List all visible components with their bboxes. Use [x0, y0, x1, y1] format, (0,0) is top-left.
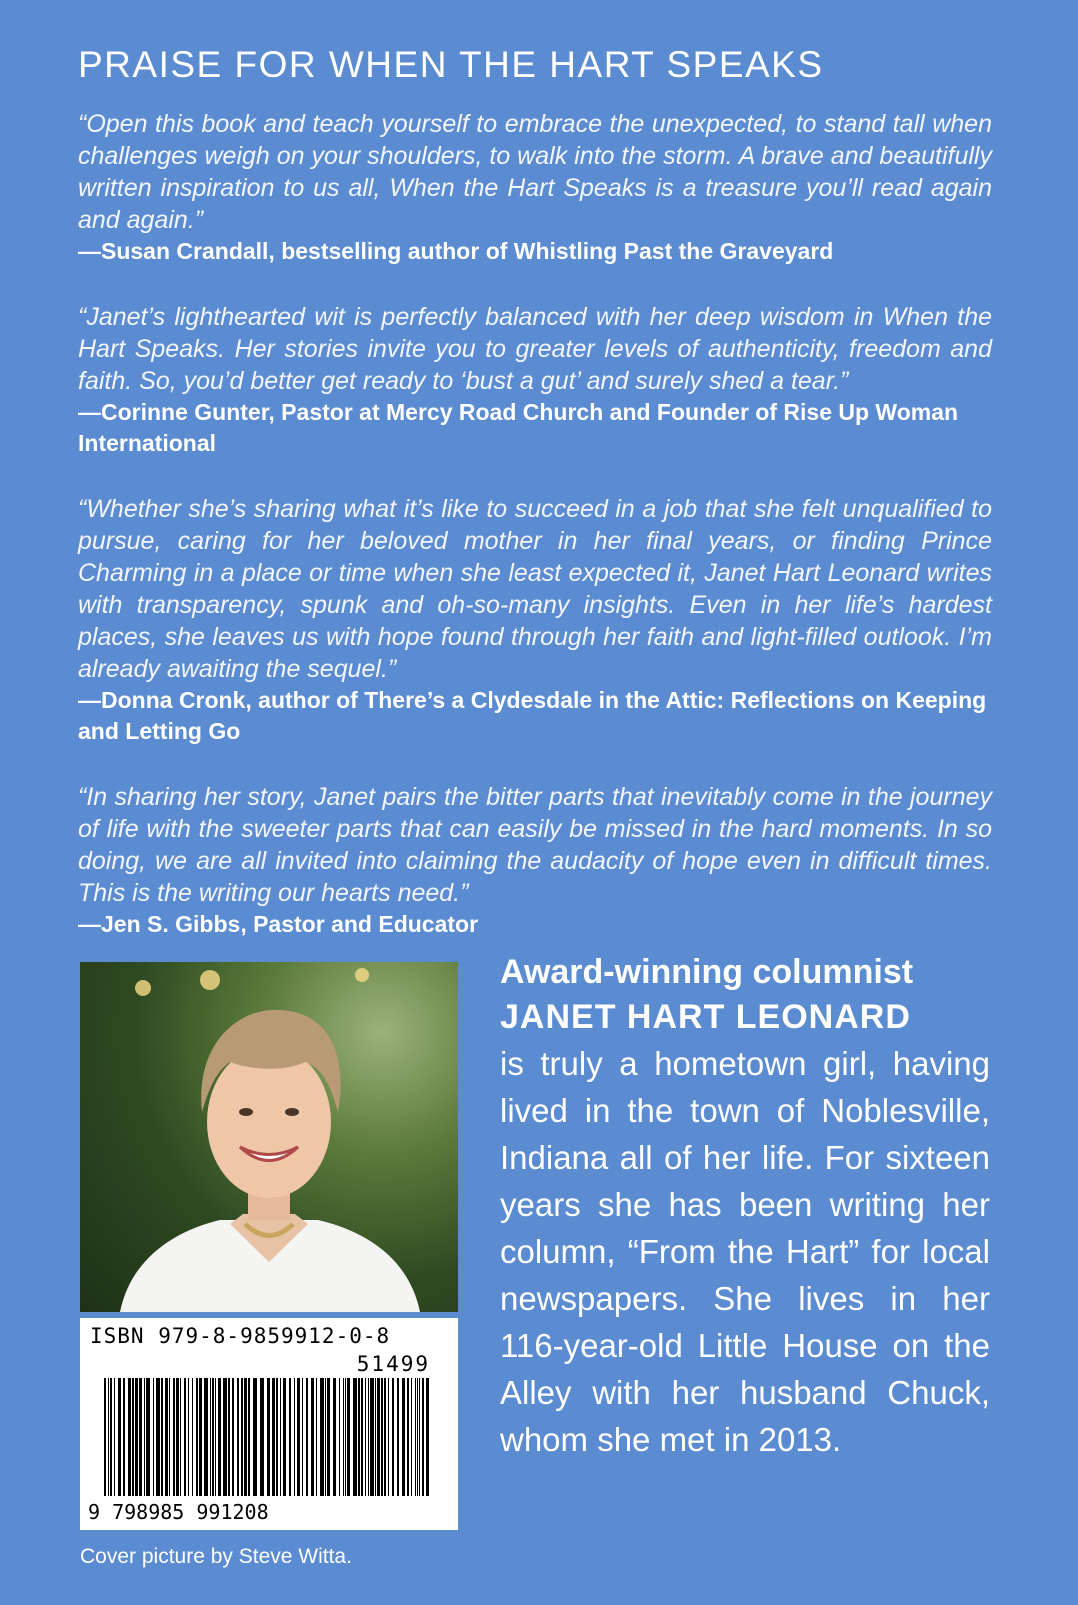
- barcode-bar: [123, 1378, 125, 1496]
- barcode-bar: [248, 1378, 250, 1496]
- barcode-bar: [180, 1378, 181, 1496]
- bio-headline: Award-winning columnist: [500, 953, 914, 991]
- barcode-bar: [210, 1378, 211, 1496]
- testimonial: [78, 493, 992, 747]
- author-portrait: [80, 962, 458, 1312]
- photo-credit: Cover picture by Steve Witta.: [80, 1545, 352, 1568]
- barcode-bar: [384, 1378, 386, 1496]
- barcode-bar: [108, 1378, 109, 1496]
- testimonial-quote: “Janet’s lighthearted wit is perfectly balanced with her deep wisdom in When the Hart Speaks. Her stories invite you to greater levels of authenticity, freedom and faith. So, you’d better get ready to ‘bust a gut’ and surely shed a tear.”: [78, 303, 992, 395]
- barcode-bar: [260, 1378, 264, 1496]
- barcode-bar: [153, 1378, 154, 1496]
- barcode-bar: [289, 1378, 291, 1496]
- barcode-bar: [204, 1378, 208, 1496]
- barcode-bar: [196, 1378, 198, 1496]
- barcode-bar: [407, 1378, 409, 1496]
- barcode-bar: [276, 1378, 278, 1496]
- barcode-bar: [253, 1378, 257, 1496]
- barcode-bar: [327, 1378, 330, 1496]
- barcode-bar: [188, 1378, 189, 1496]
- barcode-bar: [218, 1378, 221, 1496]
- testimonial-attribution: —Jen S. Gibbs, Pastor and Educator: [78, 911, 479, 937]
- barcode-bar: [415, 1378, 416, 1496]
- barcode-bar: [173, 1378, 175, 1496]
- barcode-bar: [128, 1378, 131, 1496]
- barcode-bar: [280, 1378, 281, 1496]
- barcode-number: 9 798985 991208: [88, 1500, 269, 1524]
- barcode-bar: [135, 1378, 138, 1496]
- barcode-bar: [241, 1378, 243, 1496]
- testimonial-quote: “In sharing her story, Janet pairs the bitter parts that inevitably come in the journey of life with the sweeter parts that can easily be missed in the hard moments. In so doing, we are all invited into claiming the audacity of hope even in difficult times. This is the writing our hearts need.”: [78, 783, 992, 907]
- bio-text: is truly a hometown girl, having lived in the town of Noblesville, Indiana all of her life. For sixteen years she has been writing her column, “From the Hart” for local newspapers. She lives in her 116-year-old Little House on the Alley with her husband Chuck, whom she met in 2013.: [500, 1045, 990, 1458]
- barcode-bar: [294, 1378, 295, 1496]
- barcode-bar: [426, 1378, 429, 1496]
- barcode-bars: [90, 1378, 448, 1500]
- testimonial-quote: “Open this book and teach yourself to embrace the unexpected, to stand tall when challenges weigh on your shoulders, to walk into the storm. A brave and beautifully written inspiration to us all, When the Hart Speaks is a treasure you’ll read again and again.”: [78, 110, 992, 234]
- barcode-bar: [316, 1378, 317, 1496]
- barcode-bar: [370, 1378, 374, 1496]
- barcode-bar: [272, 1378, 275, 1496]
- author-bio: [500, 950, 990, 1463]
- barcode-bar: [237, 1378, 239, 1496]
- barcode-bar: [104, 1378, 106, 1496]
- barcode-bar: [358, 1378, 360, 1496]
- barcode-bar: [377, 1378, 380, 1496]
- barcode-bar: [411, 1378, 412, 1496]
- barcode-bar: [132, 1378, 134, 1496]
- barcode-bar: [169, 1378, 170, 1496]
- testimonial: [78, 108, 992, 267]
- testimonial: [78, 301, 992, 459]
- barcode-bar: [232, 1378, 234, 1496]
- barcode-bar: [422, 1378, 424, 1496]
- barcode-bar: [114, 1378, 115, 1496]
- barcode-bar: [311, 1378, 314, 1496]
- barcode-bar: [118, 1378, 121, 1496]
- barcode-bar: [361, 1378, 363, 1496]
- testimonial-attribution: —Corinne Gunter, Pastor at Mercy Road Church and Founder of Rise Up Woman International: [78, 399, 959, 456]
- barcode-bar: [397, 1378, 399, 1496]
- barcode-bar: [339, 1378, 340, 1496]
- barcode-bar: [345, 1378, 346, 1496]
- barcode-bar: [333, 1378, 336, 1496]
- barcode-bar: [156, 1378, 160, 1496]
- testimonial-attribution: —Susan Crandall, bestselling author of Whistling Past the Graveyard: [78, 238, 834, 264]
- barcode-bar: [161, 1378, 163, 1496]
- testimonial-attribution: —Donna Cronk, author of There’s a Clydesdale in the Attic: Reflections on Keeping and Letting Go: [78, 687, 987, 744]
- praise-section: [78, 108, 992, 974]
- isbn-barcode: [80, 1318, 458, 1530]
- barcode-bar: [144, 1378, 145, 1496]
- author-name: JANET HART LEONARD: [500, 998, 911, 1036]
- barcode-bar: [368, 1378, 369, 1496]
- barcode-bar: [215, 1378, 216, 1496]
- barcode-bar: [388, 1378, 389, 1496]
- barcode-bar: [212, 1378, 214, 1496]
- barcode-bar: [320, 1378, 324, 1496]
- barcode-bar: [343, 1378, 344, 1496]
- testimonial: [78, 781, 992, 940]
- barcode-bar: [402, 1378, 405, 1496]
- testimonial-quote: “Whether she’s sharing what it’s like to succeed in a job that she felt unqualified to pursue, caring for her beloved mother in her final years, or finding Prince Charming in a place or time when she least expected it, Janet Hart Leonard writes with transparency, spunk and oh-so-many insights. Even in her life’s hardest places, she leaves us with hope found through her faith and light-filled outlook. I’m already awaiting the sequel.”: [78, 495, 992, 683]
- author-photo: [80, 962, 458, 1312]
- barcode-bar: [223, 1378, 227, 1496]
- barcode-bar: [192, 1378, 193, 1496]
- barcode-bar: [365, 1378, 366, 1496]
- price-code: 51499: [356, 1352, 430, 1376]
- barcode-bar: [228, 1378, 230, 1496]
- barcode-bar: [306, 1378, 308, 1496]
- barcode-bar: [110, 1378, 112, 1496]
- barcode-bar: [283, 1378, 286, 1496]
- barcode-bar: [302, 1378, 303, 1496]
- barcode-bar: [199, 1378, 202, 1496]
- page-title: PRAISE FOR WHEN THE HART SPEAKS: [78, 44, 824, 85]
- barcode-bar: [353, 1378, 357, 1496]
- barcode-bar: [347, 1378, 350, 1496]
- barcode-bar: [392, 1378, 394, 1496]
- barcode-bar: [146, 1378, 150, 1496]
- barcode-bar: [139, 1378, 142, 1496]
- barcode-bar: [244, 1378, 247, 1496]
- barcode-bar: [325, 1378, 326, 1496]
- barcode-bar: [417, 1378, 418, 1496]
- barcode-bar: [375, 1378, 376, 1496]
- barcode-bar: [297, 1378, 300, 1496]
- barcode-bar: [176, 1378, 179, 1496]
- isbn-label: ISBN 979-8-9859912-0-8: [90, 1324, 391, 1348]
- barcode-bar: [184, 1378, 186, 1496]
- barcode-bar: [267, 1378, 270, 1496]
- barcode-bar: [381, 1378, 383, 1496]
- barcode-bar: [419, 1378, 420, 1496]
- barcode-bar: [165, 1378, 168, 1496]
